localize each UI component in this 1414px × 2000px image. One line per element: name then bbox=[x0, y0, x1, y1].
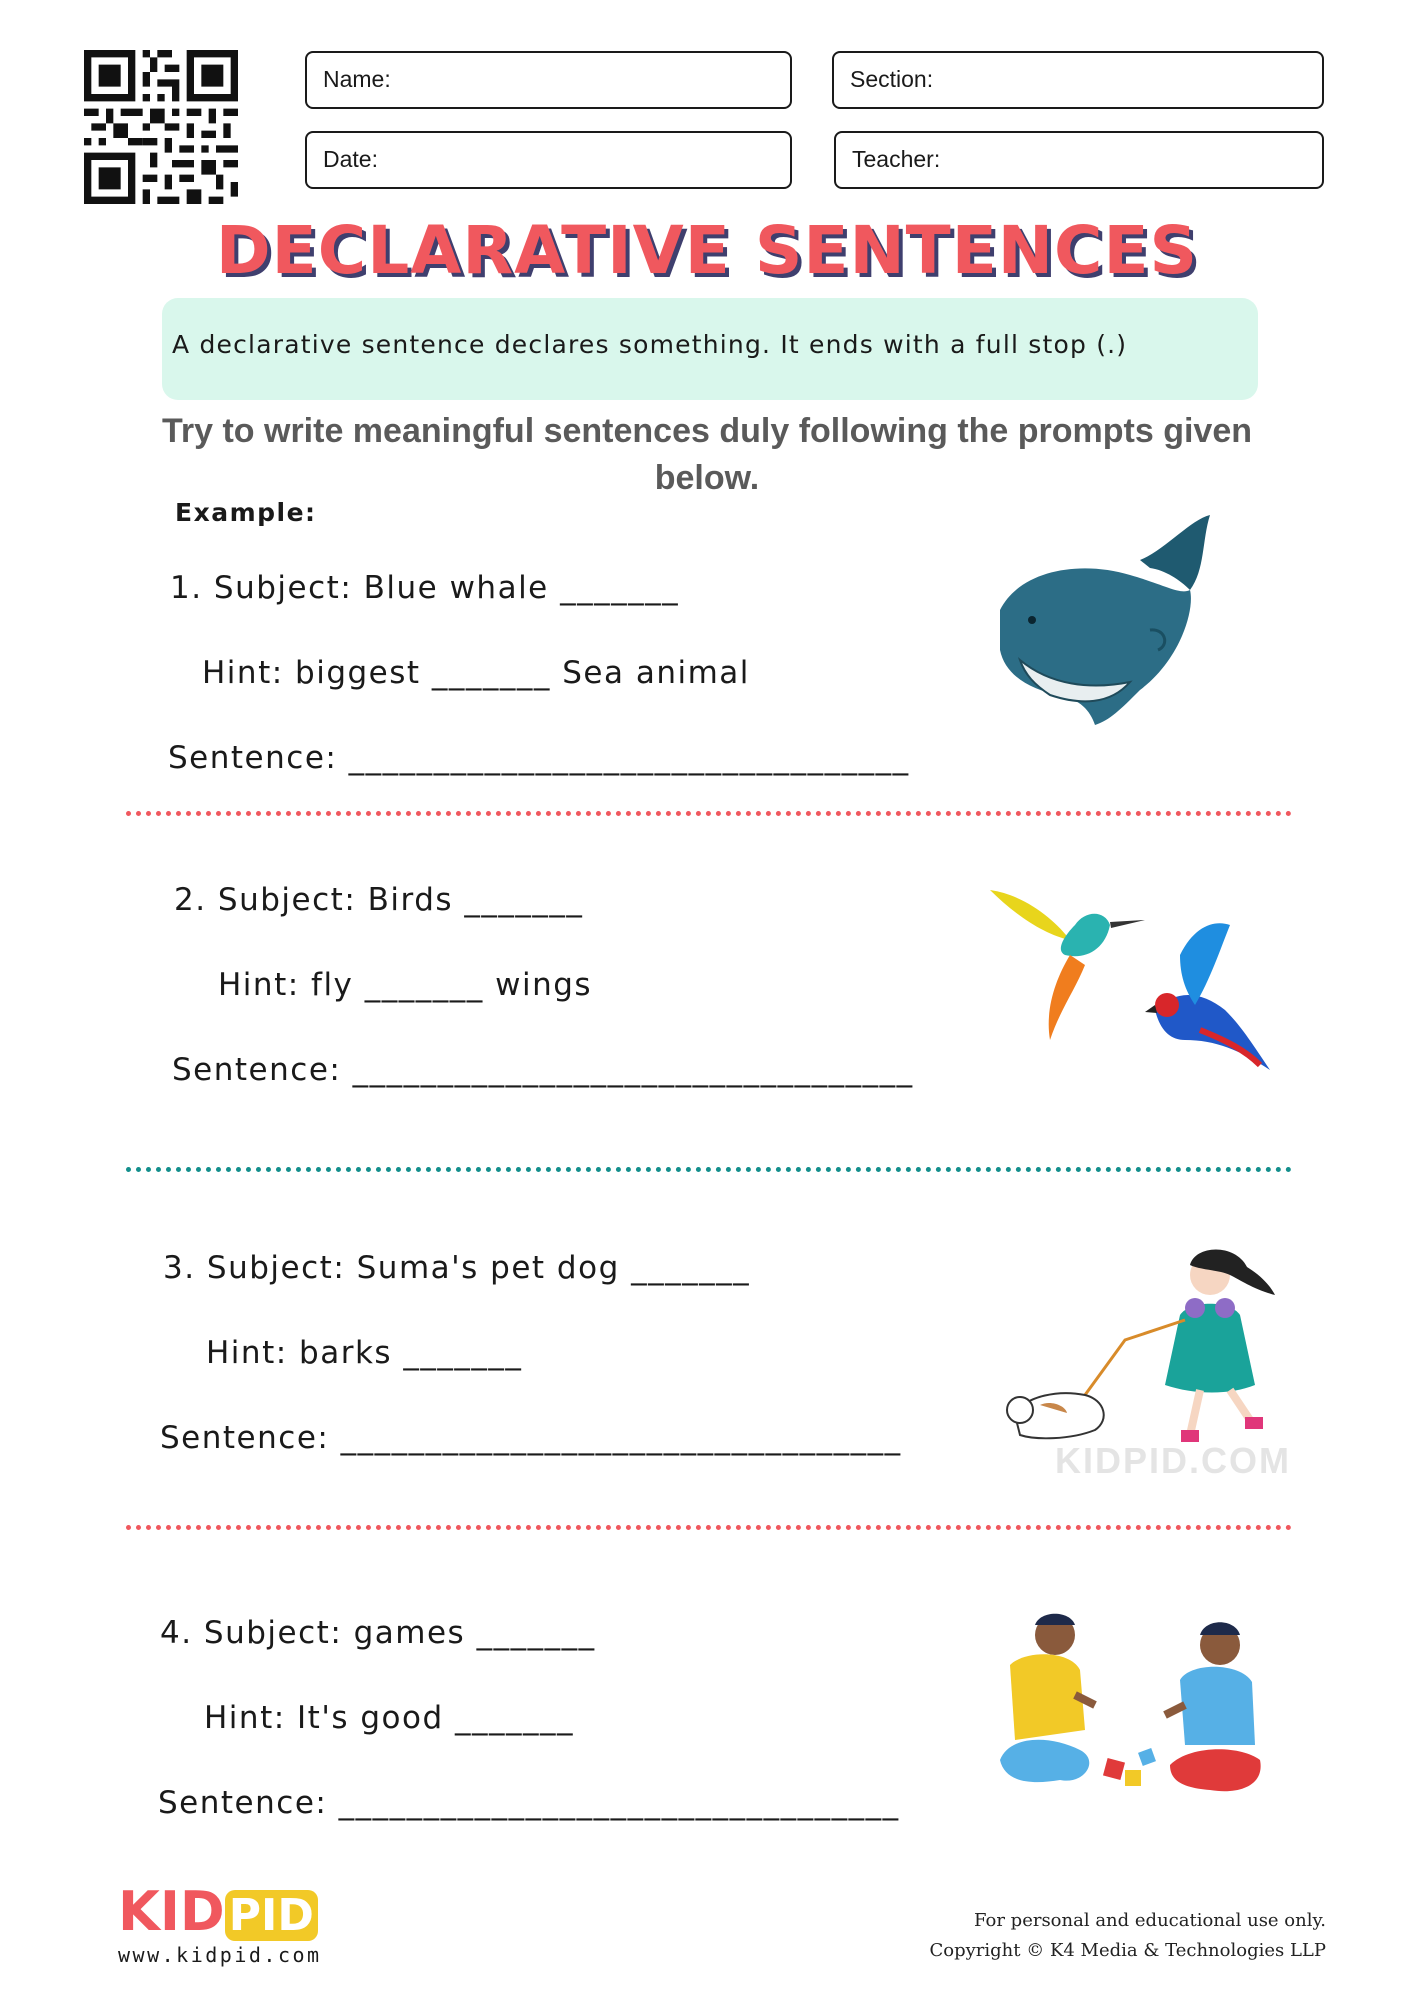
question-4-sentence[interactable]: Sentence: _________________________________ bbox=[158, 1785, 900, 1821]
divider-1 bbox=[126, 811, 1292, 816]
blue-whale-illustration bbox=[990, 510, 1260, 730]
kidpid-logo bbox=[118, 1880, 318, 1943]
teacher-label: Teacher: bbox=[852, 146, 941, 172]
footer-usage-note: For personal and educational use only. bbox=[974, 1910, 1326, 1931]
question-1-sentence[interactable]: Sentence: _________________________________ bbox=[168, 740, 910, 776]
footer-copyright: Copyright © K4 Media & Technologies LLP bbox=[929, 1940, 1326, 1961]
question-1-subject: 1. Subject: Blue whale _______ bbox=[170, 570, 680, 606]
question-3-hint: Hint: barks _______ bbox=[206, 1335, 523, 1371]
question-3-sentence[interactable]: Sentence: _________________________________ bbox=[160, 1420, 902, 1456]
definition-text: A declarative sentence declares something. It ends with a full stop (.) bbox=[172, 330, 1128, 359]
section-field[interactable] bbox=[832, 51, 1324, 109]
example-label: Example: bbox=[175, 498, 317, 527]
question-2-sentence[interactable]: Sentence: _________________________________ bbox=[172, 1052, 914, 1088]
girl-walking-dog-illustration bbox=[985, 1245, 1285, 1455]
date-field[interactable] bbox=[305, 131, 792, 189]
name-field[interactable] bbox=[305, 51, 792, 109]
watermark: KIDPID.COM bbox=[1055, 1440, 1291, 1481]
divider-2 bbox=[126, 1167, 1292, 1172]
kids-playing-illustration bbox=[990, 1610, 1270, 1810]
divider-3 bbox=[126, 1525, 1292, 1530]
instructions-text: Try to write meaningful sentences duly following the prompts given below. bbox=[161, 412, 1253, 497]
question-4-hint: Hint: It's good _______ bbox=[204, 1700, 574, 1736]
name-label: Name: bbox=[323, 66, 391, 92]
question-3-subject: 3. Subject: Suma's pet dog _______ bbox=[163, 1250, 751, 1286]
birds-illustration bbox=[985, 880, 1275, 1080]
date-label: Date: bbox=[323, 146, 378, 172]
logo-kid: KID bbox=[118, 1880, 225, 1943]
question-1-hint: Hint: biggest _______ Sea animal bbox=[202, 655, 750, 691]
section-label: Section: bbox=[850, 66, 934, 92]
question-2-subject: 2. Subject: Birds _______ bbox=[174, 882, 584, 918]
teacher-field[interactable] bbox=[834, 131, 1324, 189]
page-title: DECLARATIVE SENTENCES bbox=[215, 212, 1199, 289]
brand-url: www.kidpid.com bbox=[118, 1943, 322, 1967]
question-4-subject: 4. Subject: games _______ bbox=[160, 1615, 596, 1651]
question-2-hint: Hint: fly _______ wings bbox=[218, 967, 593, 1003]
qr-code bbox=[84, 50, 238, 204]
logo-pid: PID bbox=[225, 1890, 318, 1941]
